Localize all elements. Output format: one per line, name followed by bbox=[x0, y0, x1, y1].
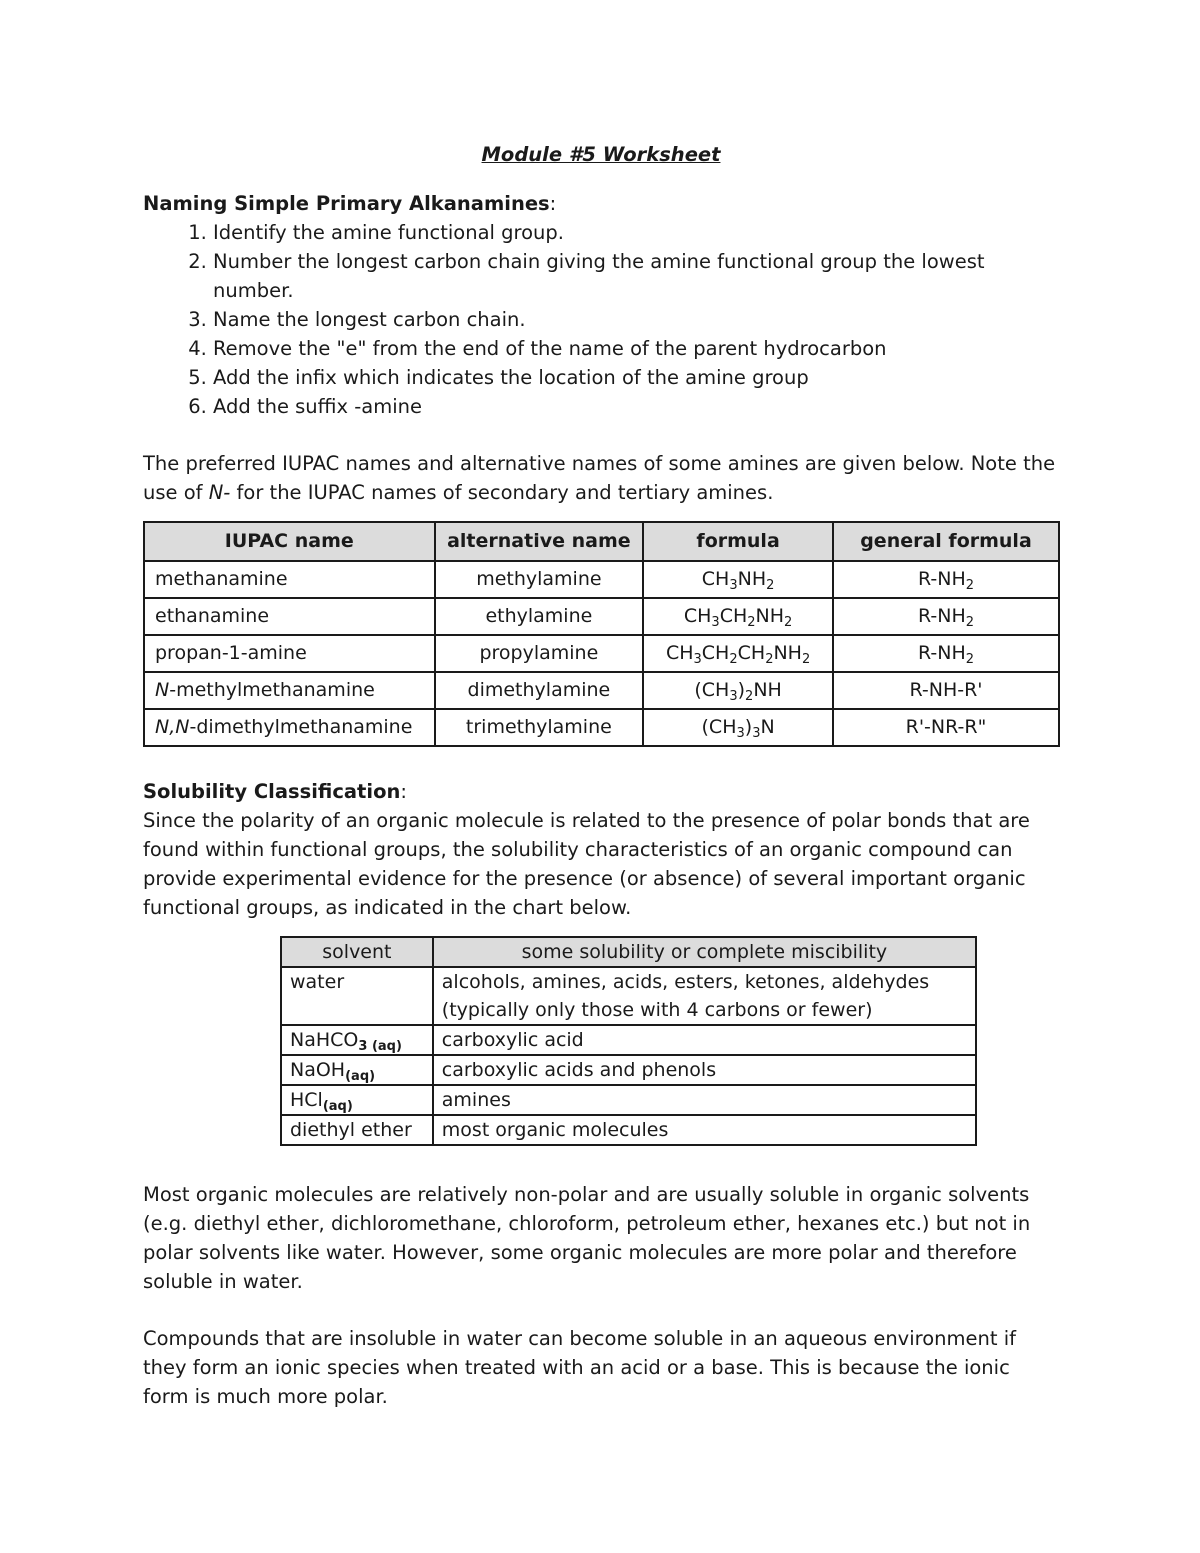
subscript: 2 bbox=[965, 615, 975, 630]
subscript: 3 bbox=[729, 578, 738, 593]
solvent-name: NaOH bbox=[290, 1059, 346, 1081]
page-title: Module #5 Worksheet bbox=[481, 143, 721, 166]
naming-step: 4. Remove the "e" from the end of the name of the parent hydrocarbon bbox=[213, 334, 1059, 363]
formula-cell bbox=[643, 561, 833, 598]
general-formula-cell bbox=[833, 598, 1059, 635]
subscript: 3 bbox=[736, 726, 745, 741]
formula bbox=[701, 568, 775, 593]
intro-text: The preferred IUPAC names and alternative names of some amines are given below. Note the use of bbox=[143, 452, 1056, 504]
formula-part: CH bbox=[701, 642, 730, 664]
solvent-cell bbox=[281, 967, 433, 1025]
formula-part: NH bbox=[773, 642, 802, 664]
intro-text-end: for the IUPAC names of secondary and tertiary amines. bbox=[230, 481, 774, 504]
naming-step: 3. Name the longest carbon chain. bbox=[213, 305, 1059, 334]
subscript: 3 bbox=[693, 652, 702, 667]
formula bbox=[701, 716, 775, 741]
general-formula bbox=[917, 642, 975, 667]
formula-part: CH bbox=[719, 605, 748, 627]
solubility-result-cell bbox=[433, 1115, 976, 1145]
formula-part: CH bbox=[683, 605, 712, 627]
solubility-result-cell bbox=[433, 1055, 976, 1085]
subscript: 2 bbox=[801, 652, 811, 667]
table-row bbox=[281, 1025, 976, 1055]
solvent-cell bbox=[281, 1085, 433, 1115]
table-header-row bbox=[281, 937, 976, 967]
subscript: 3 bbox=[729, 689, 738, 704]
alternative-name-cell: trimethylamine bbox=[435, 709, 644, 746]
solubility-result-cell bbox=[433, 1025, 976, 1055]
amine-names-table bbox=[143, 521, 1060, 747]
locant-italic: N bbox=[155, 679, 170, 701]
subscript: 2 bbox=[766, 578, 775, 593]
formula-cell bbox=[643, 709, 833, 746]
formula-part: (CH bbox=[694, 679, 730, 701]
iupac-name: propan-1-amine bbox=[155, 642, 307, 664]
formula-cell bbox=[643, 635, 833, 672]
naming-step: 6. Add the suffix -amine bbox=[213, 392, 1059, 421]
subscript: (aq) bbox=[345, 1069, 376, 1084]
subscript: 2 bbox=[965, 578, 975, 593]
formula-part: ) bbox=[744, 716, 753, 738]
general-formula bbox=[909, 679, 982, 701]
table-row bbox=[281, 1055, 976, 1085]
solubility-heading-text: Solubility Classification bbox=[143, 780, 401, 803]
general-formula-cell bbox=[833, 709, 1059, 746]
iupac-name-cell bbox=[144, 635, 435, 672]
subscript: 2 bbox=[747, 615, 756, 630]
ionic-paragraph: Compounds that are insoluble in water can become soluble in an aqueous environment if they form an ionic species when treated with an acid or a base. This is because the ionic form is much more polar. bbox=[143, 1327, 1016, 1408]
table-row bbox=[281, 967, 976, 1025]
formula bbox=[665, 642, 811, 667]
solubility-result-cell bbox=[433, 967, 976, 1025]
iupac-name-cell bbox=[144, 672, 435, 709]
naming-steps-list bbox=[143, 218, 1059, 421]
column-header: IUPAC name bbox=[144, 522, 435, 561]
table-row bbox=[144, 561, 1059, 598]
subscript: 3 bbox=[711, 615, 720, 630]
intro-italic: N- bbox=[208, 481, 231, 504]
result-line: most organic molecules bbox=[441, 1119, 669, 1141]
general-formula bbox=[917, 605, 975, 630]
general-formula-cell bbox=[833, 672, 1059, 709]
formula bbox=[694, 679, 782, 704]
solvent-cell bbox=[281, 1025, 433, 1055]
iupac-name: methanamine bbox=[155, 568, 288, 590]
result-line: alcohols, amines, acids, esters, ketones, aldehydes bbox=[441, 971, 930, 993]
alternative-name-cell: dimethylamine bbox=[435, 672, 644, 709]
solubility-table-body bbox=[281, 967, 976, 1145]
formula-part: N bbox=[760, 716, 775, 738]
alternative-name-cell: propylamine bbox=[435, 635, 644, 672]
formula-part: NH bbox=[753, 679, 782, 701]
subscript: 3 bbox=[752, 726, 761, 741]
table-header-row bbox=[144, 522, 1059, 561]
column-header: solvent bbox=[281, 937, 433, 967]
column-header: formula bbox=[643, 522, 833, 561]
formula-part: (CH bbox=[701, 716, 737, 738]
alternative-name-cell: ethylamine bbox=[435, 598, 644, 635]
solubility-table bbox=[280, 936, 977, 1146]
iupac-name-cell bbox=[144, 598, 435, 635]
table-row bbox=[144, 709, 1059, 746]
solubility-result-cell bbox=[433, 1085, 976, 1115]
naming-step: 5. Add the infix which indicates the location of the amine group bbox=[213, 363, 1059, 392]
general-formula bbox=[906, 716, 987, 738]
formula-part: R-NH-R' bbox=[909, 679, 983, 701]
worksheet-page bbox=[143, 140, 1059, 1411]
column-header: some solubility or complete miscibility bbox=[433, 937, 976, 967]
formula-part: R-NH bbox=[917, 568, 966, 590]
table-row bbox=[144, 672, 1059, 709]
subscript: 2 bbox=[745, 689, 754, 704]
formula-cell bbox=[643, 672, 833, 709]
locant-italic: N,N bbox=[155, 716, 190, 738]
solvent-name: HCl bbox=[290, 1089, 323, 1111]
naming-heading-text: Naming Simple Primary Alkanamines bbox=[143, 192, 550, 215]
solvent-name: diethyl ether bbox=[290, 1119, 412, 1141]
solvent-cell bbox=[281, 1055, 433, 1085]
subscript: 2 bbox=[965, 652, 975, 667]
formula-cell bbox=[643, 598, 833, 635]
result-line: (typically only those with 4 carbons or fewer) bbox=[441, 999, 873, 1021]
naming-step: 1. Identify the amine functional group. bbox=[213, 218, 1059, 247]
column-header: alternative name bbox=[435, 522, 644, 561]
column-header: general formula bbox=[833, 522, 1059, 561]
solvent-name: water bbox=[290, 971, 345, 993]
polarity-paragraph: Most organic molecules are relatively non-polar and are usually soluble in organic solvents (e.g. diethyl ether, dichloromethane, chloroform, petroleum ether, hexanes etc.) but not in polar solvents like water. However, some organic molecules are more polar and therefore soluble in water. bbox=[143, 1183, 1031, 1293]
result-line: amines bbox=[441, 1089, 511, 1111]
solvent-name: NaHCO bbox=[290, 1029, 359, 1051]
table-row bbox=[281, 1085, 976, 1115]
subscript: (aq) bbox=[322, 1099, 353, 1114]
subscript: 2 bbox=[784, 615, 793, 630]
formula-part: NH bbox=[755, 605, 785, 627]
formula-part: CH bbox=[665, 642, 694, 664]
amine-table-body bbox=[144, 561, 1059, 746]
formula-part: R'-NR-R" bbox=[905, 716, 987, 738]
table-row bbox=[144, 598, 1059, 635]
formula-part: ) bbox=[737, 679, 746, 701]
solubility-heading-colon: : bbox=[400, 780, 407, 803]
iupac-name: -methylmethanamine bbox=[169, 679, 375, 701]
general-formula-cell bbox=[833, 635, 1059, 672]
general-formula bbox=[917, 568, 975, 593]
iupac-name-cell bbox=[144, 561, 435, 598]
intro-paragraph bbox=[143, 449, 1059, 507]
solvent-cell bbox=[281, 1115, 433, 1145]
alternative-name-cell: methylamine bbox=[435, 561, 644, 598]
formula-part: R-NH bbox=[917, 605, 966, 627]
general-formula-cell bbox=[833, 561, 1059, 598]
iupac-name: -dimethylmethanamine bbox=[189, 716, 413, 738]
result-line: carboxylic acids and phenols bbox=[441, 1059, 717, 1081]
table-row bbox=[281, 1115, 976, 1145]
iupac-name: ethanamine bbox=[155, 605, 270, 627]
naming-step: 2. Number the longest carbon chain giving the amine functional group the lowest number. bbox=[213, 247, 1059, 305]
naming-heading bbox=[143, 189, 1059, 218]
formula-part: NH bbox=[737, 568, 767, 590]
subscript: 2 bbox=[729, 652, 738, 667]
subscript: 2 bbox=[765, 652, 774, 667]
iupac-name-cell bbox=[144, 709, 435, 746]
result-line: carboxylic acid bbox=[441, 1029, 584, 1051]
solubility-paragraph: Since the polarity of an organic molecule is related to the presence of polar bonds that are found within functional groups, the solubility characteristics of an organic compound can provide experimental evidence for the presence (or absence) of several important organic functional groups, as indicated in the chart below. bbox=[143, 809, 1030, 919]
formula bbox=[683, 605, 793, 630]
formula-part: R-NH bbox=[917, 642, 966, 664]
subscript: 3 (aq) bbox=[358, 1039, 402, 1054]
solubility-heading bbox=[143, 777, 1059, 806]
formula-part: CH bbox=[701, 568, 730, 590]
formula-part: CH bbox=[737, 642, 766, 664]
table-row bbox=[144, 635, 1059, 672]
naming-heading-colon: : bbox=[549, 192, 557, 215]
